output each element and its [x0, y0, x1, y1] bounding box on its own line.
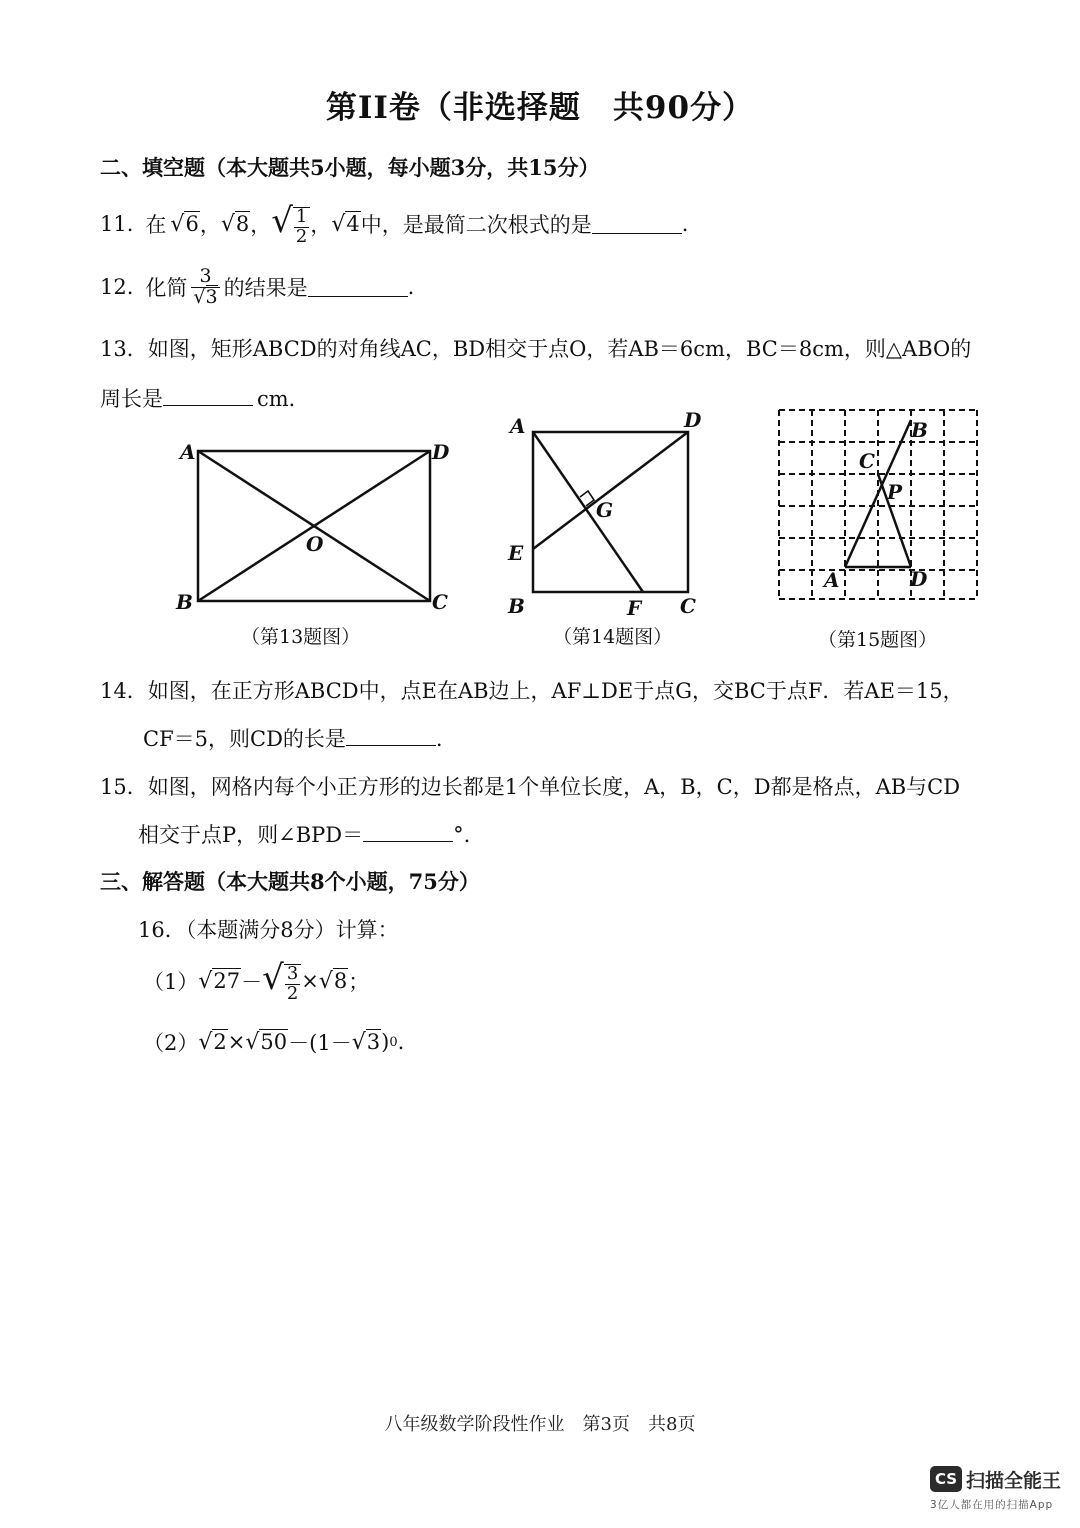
q13-line-1: 13．如图，矩形ABCD的对角线AC，BD相交于点O，若AB＝6cm，BC＝8cm，则△ABO的 [100, 337, 972, 361]
q12-number: 12. [100, 275, 134, 299]
fig15-caption: （第15题图） [818, 629, 938, 651]
section-answer-heading: 三、解答题（本大题共8个小题，75分） [100, 869, 480, 894]
fig14-label-d: D [684, 408, 702, 432]
q16-part-1: （1） √27 － √ $\frac{3}{2}$ × √8 ； [143, 958, 370, 1004]
fig14-segment-de [533, 432, 688, 549]
q16-p2-root-3: √3 [351, 1030, 381, 1055]
q16-p2-root-2: √2 [198, 1030, 227, 1055]
fig15-label-p: P [887, 480, 903, 504]
question-11: 11. 在 √6 ， √8 ， √ $\frac{1}{2}$ ， √4 中，是最简二次根式的是 . [100, 201, 689, 247]
q11-answer-blank[interactable] [592, 215, 682, 234]
q11-root-6: √6 [170, 212, 199, 237]
q16-p1-root-8: √8 [318, 969, 348, 994]
q12-post: 的结果是 [223, 276, 308, 300]
fig14-label-e: E [508, 541, 524, 565]
scanner-tagline: 3亿人都在用的扫描App [930, 1499, 1054, 1511]
fig13-label-c: C [432, 590, 448, 614]
scanner-logo: CS [930, 1466, 962, 1492]
fig15-label-a: A [824, 568, 840, 592]
page-title: 第II卷（非选择题 共90分） [325, 90, 755, 126]
q15-answer-blank[interactable] [363, 823, 453, 842]
q11-root-8: √8 [220, 212, 250, 237]
fig15-label-c: C [859, 449, 875, 473]
q15-line-2: 相交于点P，则∠BPD＝ °. [138, 823, 471, 847]
fig15-grid [779, 410, 977, 599]
page-footer: 八年级数学阶段性作业 第3页 共8页 [384, 1414, 696, 1435]
fig14-label-c: C [680, 594, 696, 618]
q16-p1-root-27: √27 [198, 969, 241, 994]
q11-post: 中，是最简二次根式的是 [360, 213, 592, 237]
q16-intro: 16．（本题满分8分）计算： [138, 918, 399, 942]
fig13-label-a: A [180, 440, 196, 464]
q15-line-1: 15．如图，网格内每个小正方形的边长都是1个单位长度，A，B，C，D都是格点，AB与CD [100, 775, 961, 799]
q16-p2-root-50: √50 [245, 1030, 288, 1055]
fig13-label-b: B [176, 590, 193, 614]
q12-fraction: $\frac{3}{√3}$ [193, 264, 218, 308]
q16-part-2: （2） √2 × √50 －(1－ √3 ) 0 . [143, 1030, 405, 1055]
q14-line-1: 14．如图，在正方形ABCD中，点E在AB边上，AF⊥DE于点G，交BC于点F．若AE＝15， [100, 679, 964, 703]
figure-15 [770, 400, 985, 610]
section-fill-blank-heading: 二、填空题（本大题共5小题，每小题3分，共15分） [100, 155, 600, 180]
fig13-label-o: O [306, 532, 324, 556]
q11-pre: 在 [145, 213, 167, 237]
fig14-label-g: G [596, 498, 614, 522]
fig13-caption: （第13题图） [241, 626, 361, 648]
fig13-label-d: D [432, 440, 450, 464]
question-12: 12. 化简 $\frac{3}{√3}$ 的结果是 . [100, 264, 415, 308]
figure-13 [170, 435, 460, 620]
q16-p1-root-three-halves: √ $\frac{3}{2}$ [262, 958, 301, 1003]
fig14-label-f: F [627, 596, 642, 620]
q11-root-half: √ $\frac{1}{2}$ [271, 201, 310, 246]
fig15-label-d: D [910, 567, 928, 591]
q14-answer-blank[interactable] [346, 727, 436, 746]
q11-root-4: √4 [331, 212, 360, 237]
q12-answer-blank[interactable] [308, 278, 408, 297]
q12-pre: 化简 [145, 276, 188, 300]
figure-14 [500, 405, 715, 625]
fig14-segment-af [533, 432, 643, 592]
q14-line-2: CF＝5，则CD的长是 . [143, 727, 443, 751]
fig14-label-b: B [508, 594, 525, 618]
fig14-label-a: A [510, 414, 526, 438]
q13-line-2: 周长是 cm． [100, 387, 310, 411]
fig14-caption: （第14题图） [553, 626, 673, 648]
fig15-label-b: B [911, 418, 928, 442]
q13-answer-blank[interactable] [163, 387, 253, 406]
scanner-name: 扫描全能王 [966, 1470, 1062, 1492]
q11-number: 11. [100, 212, 134, 236]
